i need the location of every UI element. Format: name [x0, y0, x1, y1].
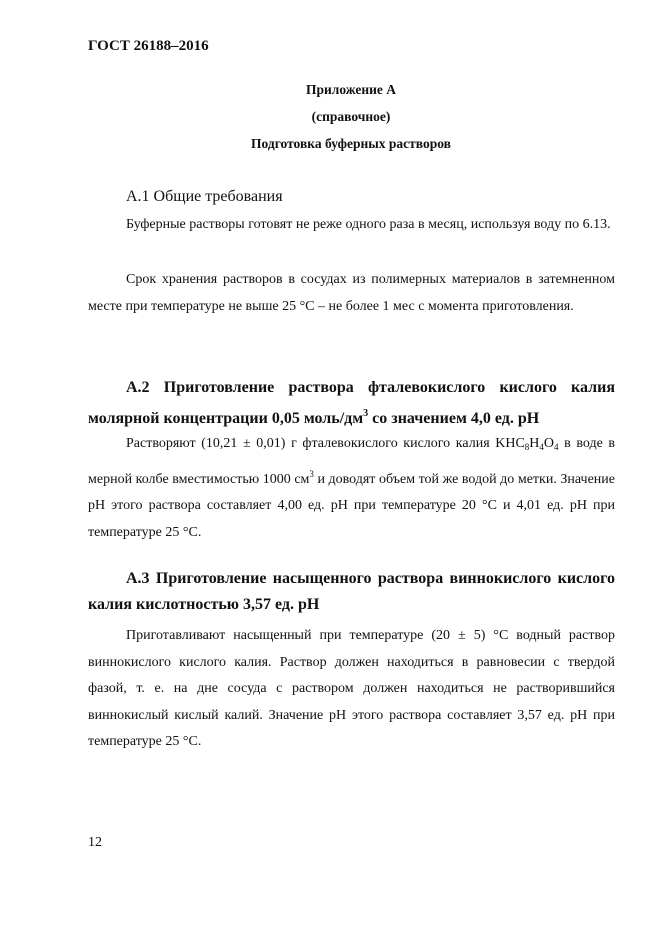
formula-subscript-c: 8	[524, 442, 530, 452]
section-a2-paragraph	[88, 431, 615, 546]
section-a3-heading: А.3 Приготовление насыщенного раствора виннокислого кислого калия кислотностью 3,57 ед. рН	[88, 570, 615, 613]
section-a3-paragraph: Приготавливают насыщенный при температуре (20 ± 5) °С водный раствор виннокислого кислого калия. Раствор должен находиться в равновесии с твердой фазой, т. е. на дне сосуда с раствором должен находиться не растворившийся виннокислый кислый калий. Значение рН этого раствора составляет 3,57 ед. рН при температуре 25 °С.	[88, 628, 615, 749]
formula-subscript-h: 4	[539, 442, 544, 452]
section-a1-heading: А.1 Общие требования	[126, 188, 283, 205]
volume-unit-superscript: 3	[309, 468, 314, 479]
appendix-title: Приложение А	[305, 82, 397, 97]
page-number: 12	[88, 835, 102, 850]
section-a2-text-2: в воде в мерной колбе вместимостью 1000 см	[88, 436, 615, 487]
section-a2-text-3: и доводят объем той же водой до метки. Значение рН этого раствора составляет 4,00 ед. рН при температуре 20 °С и 4,01 ед. рН при температуре 25 °С.	[88, 471, 615, 540]
section-a2-heading-superscript: 3	[363, 408, 369, 419]
section-a2-heading	[88, 375, 615, 432]
appendix-status: (справочное)	[311, 109, 391, 124]
document-id-header: ГОСТ 26188–2016	[88, 38, 209, 54]
appendix-subtitle: Подготовка буферных растворов	[251, 136, 451, 151]
formula-h: H	[529, 436, 540, 451]
section-a2-heading-tail: со значением 4,0 ед. рН	[368, 410, 540, 427]
section-a2-heading-text: А.2 Приготовление раствора фталевокислого кислого калия молярной концентрации 0,05 моль/дм	[88, 379, 615, 427]
section-a1-paragraph-1: Буферные растворы готовят не реже одного раза в месяц, используя воду по 6.13.	[126, 217, 611, 232]
section-a1-paragraph-2: Срок хранения растворов в сосудах из полимерных материалов в затемненном месте при температуре не выше 25 °С – не более 1 мес с момента приготовления.	[88, 272, 615, 314]
formula-o: O	[543, 436, 555, 451]
section-a2-text-1: Растворяют (10,21 ± 0,01) г фталевокислого кислого калия KHC	[126, 436, 525, 451]
formula-subscript-o: 4	[554, 442, 559, 452]
